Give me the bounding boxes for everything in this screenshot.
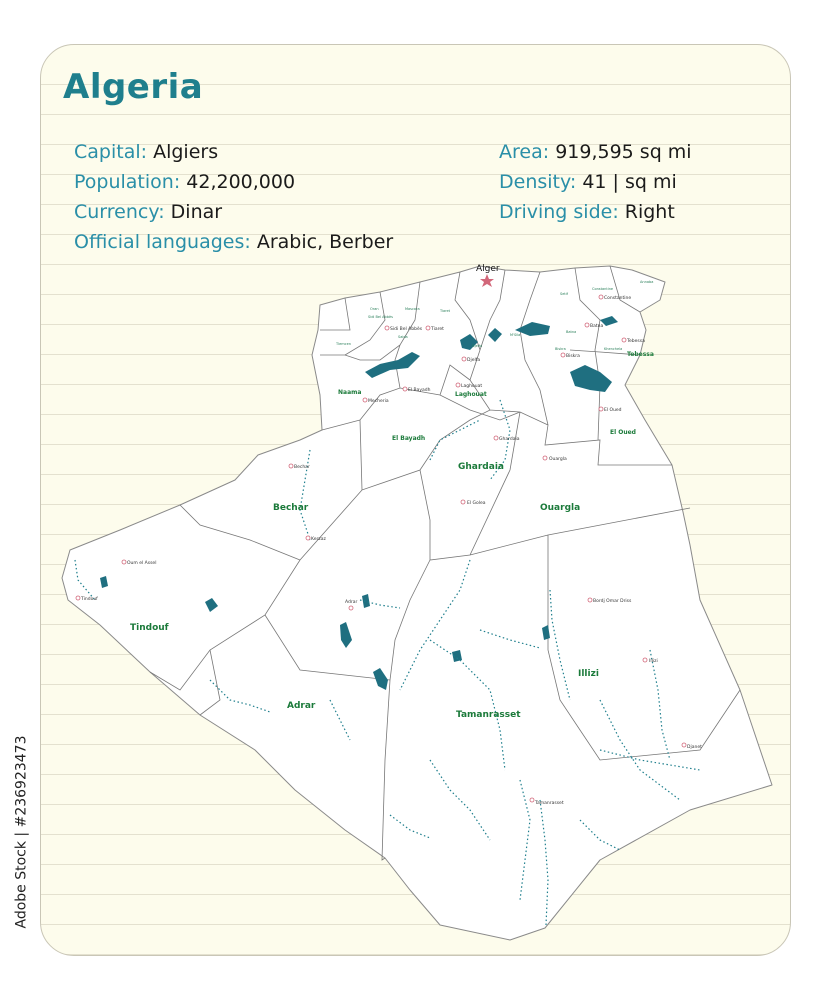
city-label-kerzaz: Kerzaz [311, 537, 326, 542]
city-marker-ghardaia [494, 436, 498, 440]
region-label-batna: Batna [566, 330, 577, 334]
fact-driving-label: Driving side: [499, 201, 619, 223]
region-label-annaba: Annaba [640, 280, 654, 284]
region-label-tlemcen: Tlemcen [336, 342, 351, 346]
city-marker-biskra [561, 353, 565, 357]
city-marker-laghouat [456, 383, 460, 387]
city-marker-sidi-bel-abbes [385, 326, 389, 330]
city-marker-illizi [643, 658, 647, 662]
city-marker-bordj-omar-driss [588, 598, 592, 602]
city-marker-batna [585, 323, 589, 327]
city-marker-constantine [599, 295, 603, 299]
city-label-mecheria: Mecheria [368, 399, 389, 404]
city-label-tindouf: Tindouf [81, 597, 98, 602]
region-label-sidi-bel-abbes: Sidi Bel Abbès [368, 315, 393, 319]
fact-currency-label: Currency: [74, 201, 165, 223]
city-label-batna: Batna [590, 324, 604, 329]
region-label-mascara: Mascara [405, 307, 420, 311]
city-label-djelfa: Djelfa [467, 358, 481, 363]
city-marker-adrar [349, 606, 353, 610]
region-label-bechar: Bechar [273, 503, 309, 513]
city-label-tiaret: Tiaret [431, 327, 444, 332]
city-label-biskra: Biskra [566, 354, 580, 359]
country-title: Algeria [63, 67, 204, 107]
city-label-ouargla: Ouargla [549, 457, 567, 462]
city-marker-el-oued [599, 407, 603, 411]
city-marker-tamanrasset [530, 798, 534, 802]
city-marker-tiaret [426, 326, 430, 330]
region-label-djelfa: Djelfa [472, 344, 483, 348]
region-label-illizi: Illizi [578, 669, 599, 679]
region-label-tebessa: Tebessa [627, 351, 654, 358]
region-label-el-bayadh: El Bayadh [392, 435, 426, 442]
region-label-saida: Saida [398, 335, 408, 339]
city-marker-djanet [682, 743, 686, 747]
region-label-ghardaia: Ghardaia [458, 462, 504, 472]
fact-area-value: 919,595 sq mi [555, 141, 692, 163]
fact-languages-value: Arabic, Berber [256, 231, 394, 253]
city-marker-djelfa [462, 357, 466, 361]
stock-watermark [8, 735, 34, 929]
fact-density-value: 41 | sq mi [582, 171, 677, 193]
fact-population-label: Population: [74, 171, 181, 193]
fact-area-label: Area: [499, 141, 550, 163]
fact-capital-label: Capital: [74, 141, 148, 163]
city-label-tamanrasset: Tamanrasset [535, 801, 564, 806]
fact-density-label: Density: [499, 171, 577, 193]
region-label-adrar: Adrar [287, 701, 316, 711]
fact-capital-value: Algiers [153, 141, 219, 163]
region-label-laghouat: Laghouat [455, 391, 487, 398]
region-label-khenchela: Khenchela [604, 347, 623, 351]
fact-currency-value: Dinar [170, 201, 223, 223]
city-label-bechar: Bechar [294, 465, 310, 470]
city-label-djanet: Djanet [687, 745, 702, 750]
city-marker-tindouf [76, 596, 80, 600]
region-label-ouargla: Ouargla [540, 503, 581, 513]
city-marker-kerzaz [306, 536, 310, 540]
region-label-oran: Oran [370, 307, 379, 311]
region-label-tindouf: Tindouf [130, 623, 169, 633]
city-label-adrar: Adrar [345, 600, 358, 605]
region-label-tamanrasset: Tamanrasset [456, 710, 521, 720]
city-label-oum-el-assel: Oum el Assel [127, 561, 157, 566]
city-label-bordj-omar-driss: Bordj Omar Driss [593, 599, 632, 604]
city-label-el-oued: El Oued [604, 408, 622, 413]
city-label-constantine: Constantine [604, 296, 632, 301]
fact-population-value: 42,200,000 [186, 171, 296, 193]
watermark-text: Adobe Stock | #236923473 [13, 735, 29, 929]
region-label-setif: Setif [560, 292, 568, 296]
region-label-tiaret: Tiaret [440, 309, 451, 313]
region-label-el-oued: El Oued [610, 429, 636, 436]
city-label-el-bayadh: El Bayadh [408, 388, 431, 393]
city-label-laghouat: Laghouat [461, 384, 483, 389]
city-marker-tebessa [622, 338, 626, 342]
city-marker-bechar [289, 464, 293, 468]
city-marker-el-bayadh [403, 387, 407, 391]
country-outline [62, 266, 772, 940]
region-label-constantine: Constantine [592, 287, 614, 291]
city-marker-mecheria [363, 398, 367, 402]
city-label-illizi: Illizi [649, 659, 658, 664]
city-marker-oum-el-assel [122, 560, 126, 564]
capital-label: Alger [476, 264, 500, 274]
city-marker-ouargla [543, 456, 547, 460]
region-label-biskra: Biskra [555, 347, 566, 351]
city-label-ghardaia: Ghardaia [499, 437, 520, 442]
city-label-sidi-bel-abbes: Sidi Bel Abbès [390, 327, 423, 332]
fact-driving-value: Right [624, 201, 675, 223]
city-marker-el-golea [461, 500, 465, 504]
city-label-tebessa: Tebessa [627, 339, 645, 344]
city-label-el-golea: El Golea [467, 501, 486, 506]
region-label-msila: M'Sila [510, 333, 521, 337]
region-label-naama: Naama [338, 389, 362, 396]
fact-languages-label: Official languages: [74, 231, 251, 253]
